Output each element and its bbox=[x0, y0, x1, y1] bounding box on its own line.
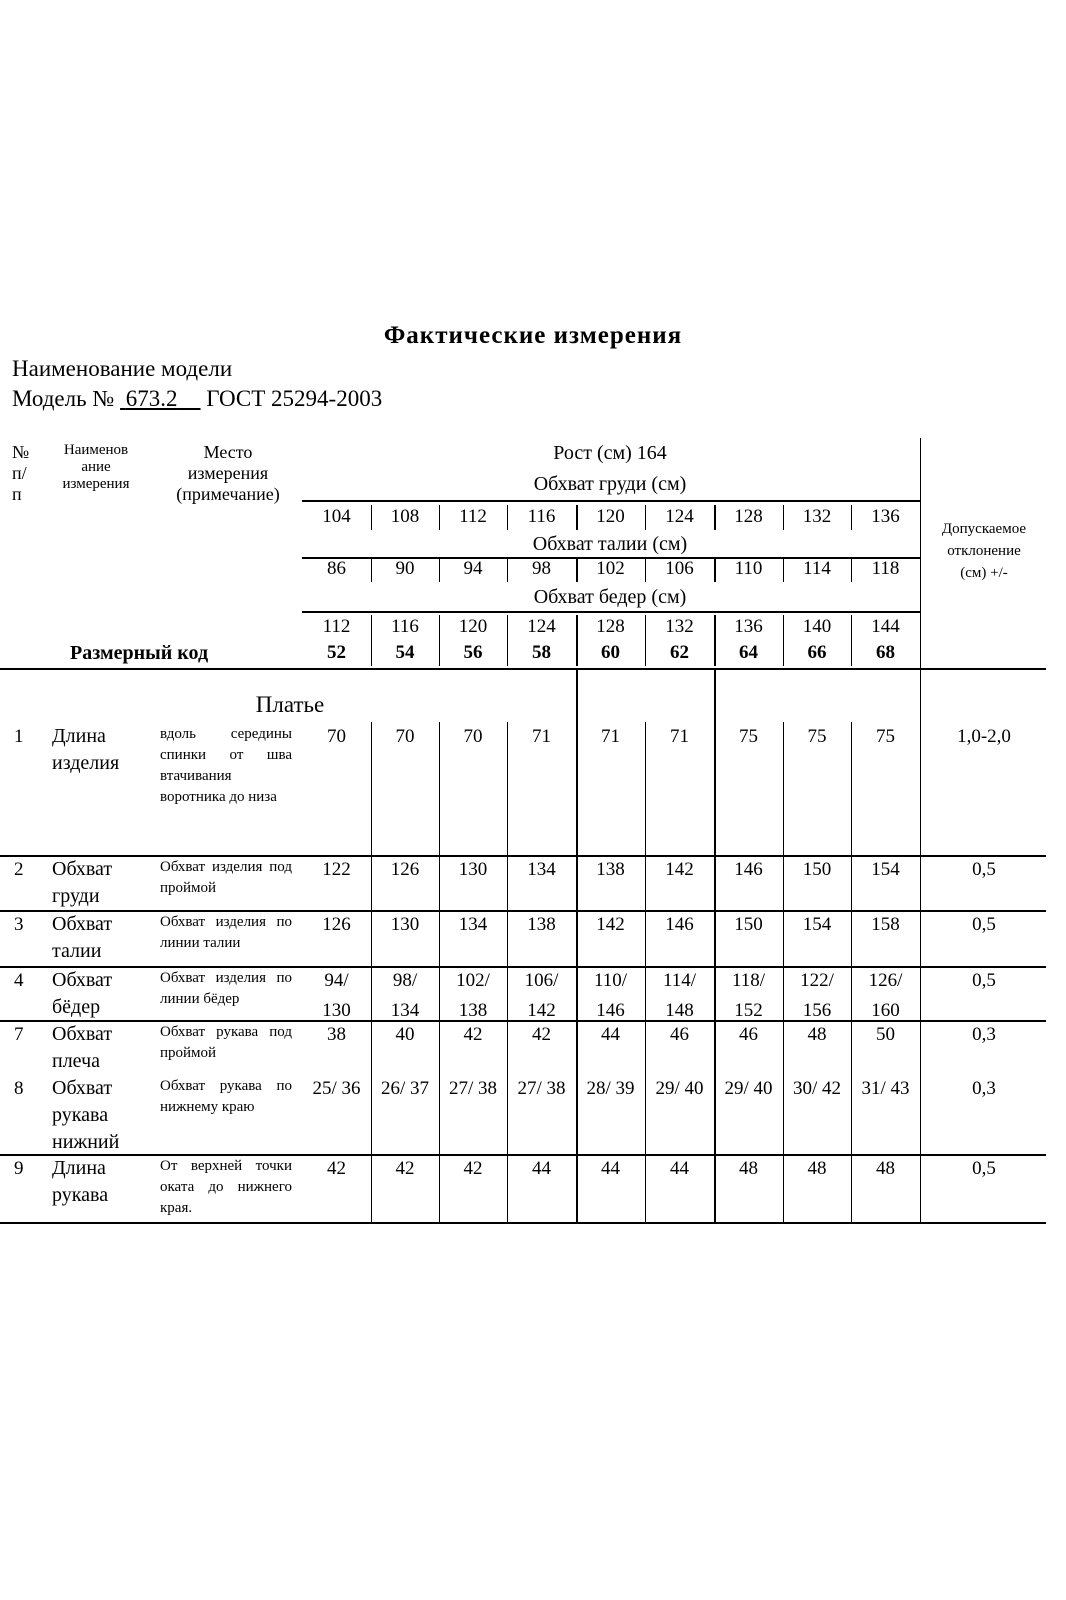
table-divider bbox=[439, 615, 440, 666]
measurement-name: Обхват рукава нижний bbox=[52, 1077, 120, 1153]
table-divider bbox=[576, 505, 578, 530]
table-divider bbox=[714, 505, 716, 530]
value-cell: 142 bbox=[665, 859, 694, 880]
hip-value: 128 bbox=[596, 616, 625, 637]
value-cell: 28/ 39 bbox=[586, 1078, 635, 1099]
value-cell: 70 bbox=[463, 726, 483, 747]
value-cell: 110/ 146 bbox=[593, 970, 628, 1021]
table-divider bbox=[371, 615, 372, 666]
table-divider bbox=[714, 615, 716, 666]
table-divider bbox=[645, 505, 646, 530]
size_codes-value: 62 bbox=[670, 642, 689, 663]
tolerance-header: Допускаемое отклонение (см) +/- bbox=[941, 521, 1027, 581]
value-cell: 44 bbox=[601, 1158, 620, 1179]
measurement-name: Длина рукава bbox=[52, 1157, 109, 1206]
table-divider bbox=[371, 722, 372, 1222]
table-divider bbox=[507, 615, 508, 666]
value-cell: 118/ 152 bbox=[731, 970, 766, 1021]
chest-value: 136 bbox=[871, 506, 900, 527]
row-number: 4 bbox=[14, 970, 24, 991]
value-cell: 44 bbox=[532, 1158, 551, 1179]
value-cell: 102/ 138 bbox=[456, 970, 490, 1021]
value-cell: 150 bbox=[734, 914, 763, 935]
value-cell: 98/ 134 bbox=[390, 970, 420, 1021]
value-cell: 50 bbox=[876, 1024, 895, 1045]
col-place-header: Место измерения (примечание) bbox=[176, 442, 280, 504]
table-divider bbox=[439, 557, 440, 582]
table-divider bbox=[783, 722, 784, 1222]
measurement-name: Длина изделия bbox=[52, 725, 120, 774]
waist-value: 110 bbox=[734, 558, 763, 579]
row-number: 3 bbox=[14, 914, 24, 935]
value-cell: 75 bbox=[739, 726, 758, 747]
value-cell: 71 bbox=[670, 726, 689, 747]
chest-value: 128 bbox=[734, 506, 763, 527]
value-cell: 154 bbox=[802, 914, 832, 935]
measurement-place: Обхват изделия по линии талии bbox=[160, 914, 292, 951]
section-title: Платье bbox=[255, 692, 325, 717]
hip-value: 120 bbox=[458, 616, 488, 637]
tolerance-value: 0,5 bbox=[972, 914, 996, 935]
table-divider bbox=[576, 615, 578, 666]
value-cell: 75 bbox=[807, 726, 827, 747]
table-divider bbox=[507, 557, 508, 582]
table-rule bbox=[0, 1222, 1046, 1224]
tolerance-value: 1,0-2,0 bbox=[957, 726, 1011, 747]
table-divider bbox=[783, 557, 784, 582]
size_codes-value: 68 bbox=[876, 642, 895, 663]
size_codes-value: 60 bbox=[601, 642, 620, 663]
table-rule bbox=[0, 668, 1046, 670]
value-cell: 30/ 42 bbox=[792, 1078, 842, 1099]
table-divider bbox=[645, 557, 646, 582]
value-cell: 150 bbox=[802, 859, 832, 880]
model-name-label: Наименование модели bbox=[12, 356, 233, 381]
chest-value: 112 bbox=[459, 506, 487, 527]
hip-value: 132 bbox=[665, 616, 694, 637]
value-cell: 114/ 148 bbox=[662, 970, 697, 1021]
table-divider bbox=[851, 722, 852, 1222]
table-divider bbox=[920, 438, 921, 1224]
hip-value: 116 bbox=[391, 616, 419, 637]
value-cell: 40 bbox=[395, 1024, 415, 1045]
col-no-header: № п/ п bbox=[12, 442, 30, 504]
hip-value: 124 bbox=[527, 616, 556, 637]
value-cell: 48 bbox=[739, 1158, 758, 1179]
value-cell: 126 bbox=[322, 914, 351, 935]
value-cell: 146 bbox=[665, 914, 694, 935]
value-cell: 146 bbox=[734, 859, 763, 880]
waist-value: 90 bbox=[395, 558, 415, 579]
table-divider bbox=[645, 722, 646, 1222]
table-rule bbox=[302, 500, 920, 502]
table-divider bbox=[507, 722, 508, 1222]
table-divider bbox=[576, 557, 578, 582]
value-cell: 70 bbox=[395, 726, 415, 747]
size_codes-value: 54 bbox=[395, 642, 415, 663]
value-cell: 122/ 156 bbox=[800, 970, 834, 1021]
waist-label: Обхват талии (см) bbox=[532, 533, 688, 555]
value-cell: 38 bbox=[327, 1024, 346, 1045]
waist-value: 98 bbox=[532, 558, 551, 579]
measurement-place: От верхней точки оката до нижнего края. bbox=[160, 1158, 292, 1216]
table-divider bbox=[851, 615, 852, 666]
chest-value: 116 bbox=[527, 506, 556, 527]
tolerance-value: 0,3 bbox=[972, 1078, 996, 1099]
value-cell: 25/ 36 bbox=[312, 1078, 361, 1099]
tolerance-value: 0,5 bbox=[972, 859, 996, 880]
waist-value: 106 bbox=[665, 558, 694, 579]
table-divider bbox=[714, 557, 716, 582]
value-cell: 126 bbox=[390, 859, 420, 880]
value-cell: 46 bbox=[739, 1024, 758, 1045]
table-divider bbox=[851, 557, 852, 582]
measurement-place: Обхват изделия под проймой bbox=[160, 859, 292, 896]
size_codes-value: 58 bbox=[532, 642, 551, 663]
value-cell: 126/ 160 bbox=[868, 970, 903, 1021]
row-number: 8 bbox=[14, 1078, 24, 1099]
value-cell: 48 bbox=[807, 1158, 827, 1179]
model-number: 673.2 bbox=[125, 386, 178, 411]
size_codes-value: 66 bbox=[807, 642, 827, 663]
value-cell: 130 bbox=[390, 914, 420, 935]
waist-value: 102 bbox=[596, 558, 625, 579]
value-cell: 29/ 40 bbox=[655, 1078, 704, 1099]
table-divider bbox=[371, 505, 372, 530]
value-cell: 44 bbox=[601, 1024, 620, 1045]
waist-value: 86 bbox=[327, 558, 346, 579]
value-cell: 48 bbox=[876, 1158, 895, 1179]
waist-value: 114 bbox=[803, 558, 831, 579]
row-number: 2 bbox=[14, 859, 24, 880]
size-code-label: Размерный код bbox=[70, 642, 209, 664]
value-cell: 70 bbox=[327, 726, 346, 747]
value-cell: 122 bbox=[322, 859, 351, 880]
height-label: Рост (см) 164 bbox=[553, 442, 667, 464]
value-cell: 71 bbox=[601, 726, 620, 747]
page-title: Фактические измерения bbox=[383, 322, 683, 349]
value-cell: 134 bbox=[458, 914, 488, 935]
row-number: 7 bbox=[14, 1024, 24, 1045]
chest-value: 124 bbox=[665, 506, 694, 527]
model-line bbox=[12, 386, 382, 412]
tolerance-value: 0,5 bbox=[972, 1158, 996, 1179]
table-divider bbox=[783, 505, 784, 530]
row-number: 1 bbox=[14, 726, 24, 747]
value-cell: 42 bbox=[532, 1024, 551, 1045]
row-number: 9 bbox=[14, 1158, 24, 1179]
measurement-name: Обхват талии bbox=[52, 913, 113, 962]
hip-value: 144 bbox=[871, 616, 900, 637]
value-cell: 138 bbox=[596, 859, 625, 880]
table-divider bbox=[714, 668, 716, 1222]
measurement-place: Обхват изделия по линии бёдер bbox=[160, 970, 292, 1007]
table-divider bbox=[645, 615, 646, 666]
value-cell: 130 bbox=[458, 859, 488, 880]
value-cell: 158 bbox=[871, 914, 900, 935]
hip-value: 112 bbox=[322, 616, 351, 637]
tolerance-value: 0,5 bbox=[972, 970, 996, 991]
table-divider bbox=[576, 668, 578, 1222]
value-cell: 71 bbox=[532, 726, 551, 747]
value-cell: 138 bbox=[527, 914, 556, 935]
value-cell: 42 bbox=[327, 1158, 346, 1179]
table-divider bbox=[851, 505, 852, 530]
value-cell: 46 bbox=[670, 1024, 689, 1045]
table-divider bbox=[783, 615, 784, 666]
chest-value: 108 bbox=[390, 506, 420, 527]
value-cell: 48 bbox=[807, 1024, 827, 1045]
table-divider bbox=[439, 505, 440, 530]
value-cell: 42 bbox=[463, 1024, 483, 1045]
value-cell: 42 bbox=[395, 1158, 415, 1179]
value-cell: 31/ 43 bbox=[861, 1078, 910, 1099]
value-cell: 44 bbox=[670, 1158, 689, 1179]
table-divider bbox=[507, 505, 508, 530]
value-cell: 154 bbox=[871, 859, 900, 880]
table-divider bbox=[439, 722, 440, 1222]
waist-value: 118 bbox=[871, 558, 900, 579]
value-cell: 26/ 37 bbox=[380, 1078, 430, 1099]
value-cell: 29/ 40 bbox=[724, 1078, 773, 1099]
gost-label: ГОСТ 25294-2003 bbox=[206, 386, 383, 411]
hip-value: 136 bbox=[734, 616, 763, 637]
tolerance-value: 0,3 bbox=[972, 1024, 996, 1045]
value-cell: 142 bbox=[596, 914, 625, 935]
waist-value: 94 bbox=[463, 558, 483, 579]
value-cell: 42 bbox=[463, 1158, 483, 1179]
value-cell: 75 bbox=[876, 726, 895, 747]
table-divider bbox=[371, 557, 372, 582]
hip-label: Обхват бедер (см) bbox=[533, 586, 687, 608]
chest-value: 120 bbox=[596, 506, 625, 527]
value-cell: 106/ 142 bbox=[524, 970, 559, 1021]
value-cell: 134 bbox=[527, 859, 556, 880]
chest-value: 104 bbox=[322, 506, 351, 527]
measurement-place: Обхват рукава по нижнему краю bbox=[160, 1078, 292, 1115]
measurement-place: вдоль середины спинки от шва втачивания воротника до низа bbox=[160, 726, 292, 805]
measurement-name: Обхват плеча bbox=[52, 1023, 113, 1072]
measurement-name: Обхват груди bbox=[52, 858, 113, 907]
size_codes-value: 56 bbox=[463, 642, 483, 663]
measurement-name: Обхват бёдер bbox=[52, 969, 113, 1018]
measurement-place: Обхват рукава под проймой bbox=[160, 1024, 292, 1061]
value-cell: 27/ 38 bbox=[517, 1078, 566, 1099]
chest-label: Обхват груди (см) bbox=[533, 473, 687, 495]
hip-value: 140 bbox=[802, 616, 832, 637]
value-cell: 94/ 130 bbox=[322, 970, 351, 1021]
chest-value: 132 bbox=[802, 506, 832, 527]
size_codes-value: 52 bbox=[327, 642, 346, 663]
col-name-header: Наименов ание измерения bbox=[62, 442, 130, 492]
value-cell: 27/ 38 bbox=[448, 1078, 498, 1099]
size_codes-value: 64 bbox=[739, 642, 758, 663]
model-label: Модель № bbox=[12, 386, 115, 411]
